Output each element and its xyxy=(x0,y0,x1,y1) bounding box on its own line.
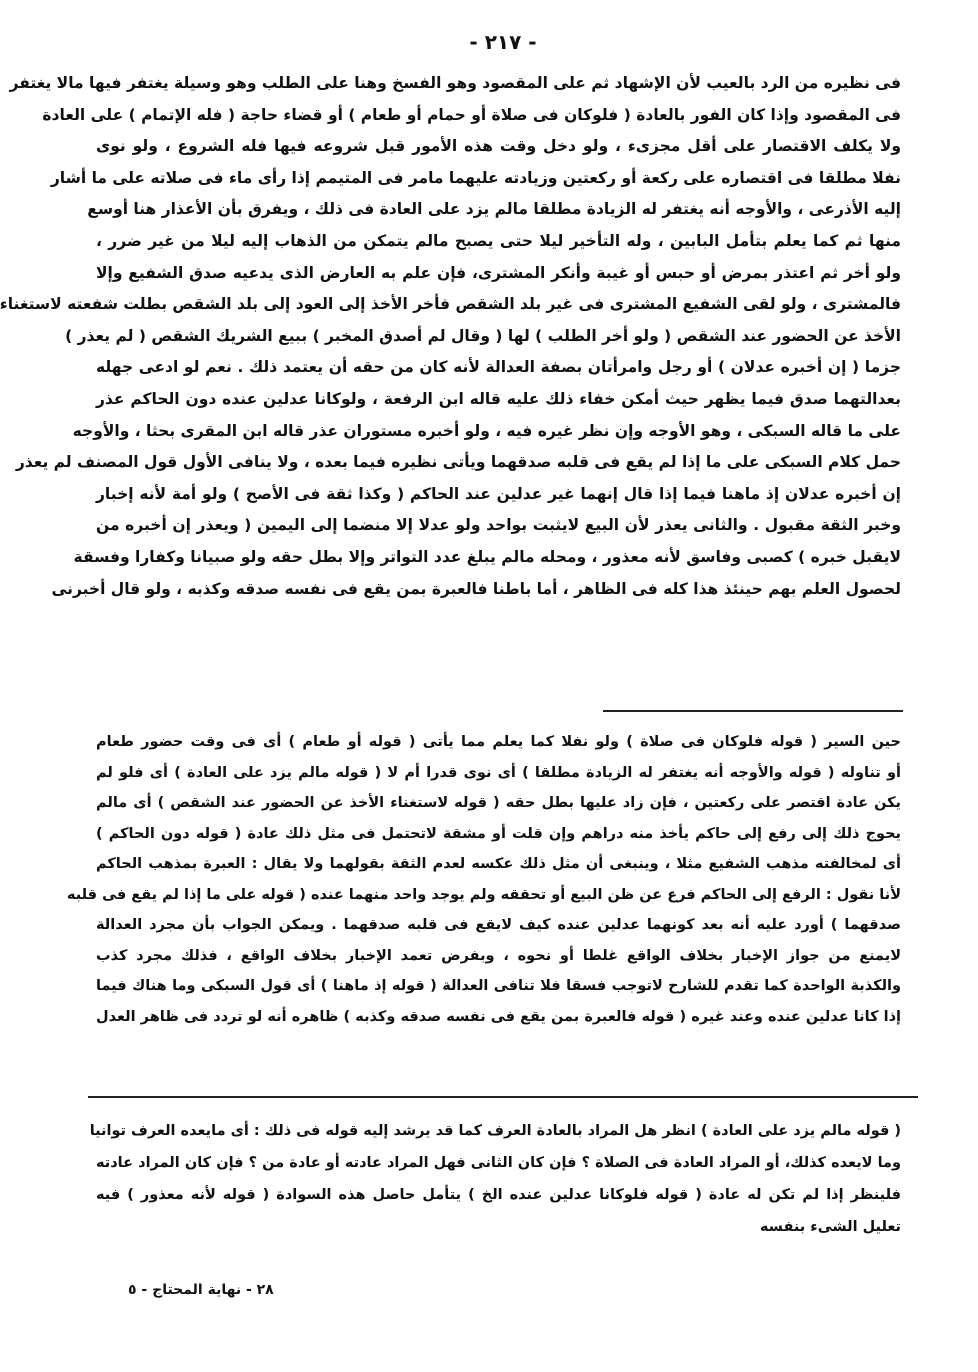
main-line: إن أخبره عدلان إذ ماهنا فيما إذا قال إنهما غير عدلين عند الحاكم ( وكذا ثقة فى الأصح ) ولو أمة لأنه إخبار xyxy=(96,484,901,503)
section-divider xyxy=(603,710,903,712)
main-line: منها ثم كما يعلم بتأمل البابين ، وله التأخير ليلا حتى يصبح مالم يتمكن من الذهاب إليه ليلا من غير ضرر ، xyxy=(96,231,901,250)
footnote-line: فلينظر إذا لم تكن له عادة ( قوله فلوكانا عدلين عنده الخ ) يتأمل حاصل هذه السوادة ( قوله لأنه معذور ) فيه xyxy=(96,1187,901,1203)
main-line: فى نظيره من الرد بالعيب لأن الإشهاد ثم على المقصود وهو الفسخ وهنا على الطلب وهو وسيلة يغتفر فيها مالا يغتفر xyxy=(9,74,901,92)
commentary-line: لايمنع من جواز الإخبار بخلاف الواقع غلطا أو نحوه ، وبفرض تعمد الإخبار بخلاف الواقع ، فذلك مجرد كذب xyxy=(96,947,901,964)
commentary-line: أى لمخالفته مذهب الشفيع مثلا ، وينبغى أن مثل ذلك عكسه لعدم الثقة بقولهما ولا يقال : العبرة بمذهب الحاكم xyxy=(96,856,901,872)
main-line: فى المقصود وإذا كان الفور بالعادة ( فلوكان فى صلاة أو حمام أو طعام ) أو قضاء حاجة ( فله الإتمام ) على العادة xyxy=(42,105,901,124)
main-line: وخبر الثقة مقبول . والثانى يعذر لأن البيع لايثبت بواحد ولو عدلا إلا منضما إلى اليمين ( ويعذر إن أخبره من xyxy=(96,516,901,535)
main-line: لحصول العلم بهم حينئذ هذا كله فى الظاهر ، أما باطنا فالعبرة بمن يقع فى نفسه صدقه وكذبه ، ولو قال أخبرنى xyxy=(51,579,901,598)
commentary-line: أو تناوله ( قوله والأوجه أنه يغتفر له الزيادة مطلقا ) أى نوى قدرا أم لا ( قوله مالم يزد على العادة ) أى فلو لم xyxy=(96,764,901,781)
main-text xyxy=(0,68,901,605)
commentary-line: حين السير ( قوله فلوكان فى صلاة ) ولو نفلا كما يعلم مما يأتى ( قوله أو طعام ) أى فى وقت حضور طعام xyxy=(96,734,901,750)
main-line: لايقبل خبره ) كصبى وفاسق لأنه معذور ، ومحله مالم يبلغ عدد التواتر وإلا بطل حقه ولو صبيانا وكفارا وفسقة xyxy=(73,547,901,566)
commentary-line: يحوج ذلك إلى رفع إلى حاكم يأخذ منه دراهم وإن قلت أو مشقة لاتحتمل فى مثل ذلك عادة ( قوله دون الحاكم ) xyxy=(96,825,901,842)
footnote-divider xyxy=(88,1096,918,1098)
commentary-text xyxy=(66,727,901,1032)
commentary-line: صدقهما ) أورد عليه أنه بعد كونهما عدلين عنده كيف لايقع فى قلبه صدقهما . ويمكن الجواب بأن مجرد العدالة xyxy=(96,917,901,933)
main-line: فالمشترى ، ولو لقى الشفيع المشترى فى غير بلد الشقص فأخر الأخذ إلى العود إلى بلد الشقص بطلت شفعته لاستغناء xyxy=(0,295,901,314)
footnote-line: وما لايعده كذلك، أو المراد العادة فى الصلاة ؟ فإن كان الثانى فهل المراد عادته أو عادة من ؟ فإن كان المراد عادته xyxy=(96,1155,901,1171)
main-line: جزما ( إن أخبره عدلان ) أو رجل وامرأتان بصفة العدالة لأنه كان من حقه أن يعتمد ذلك . نعم لو ادعى جهله xyxy=(96,358,901,377)
main-line: ولا يكلف الاقتصار على أقل مجزىء ، ولو دخل وقت هذه الأمور قبل شروعه فيها فله الشروع ، ولو نوى xyxy=(96,137,901,156)
main-line: حمل كلام السبكى على ما إذا لم يقع فى قلبه صدقهما ويأتى نظيره فيما بعده ، ولا ينافى الأول قول المصنف لم يعذر xyxy=(15,453,901,472)
main-line: بعدالتهما صدق فيما يظهر حيث أمكن خفاء ذلك عليه قاله ابن الرفعة ، ولوكانا عدلين عنده دون الحاكم عذر xyxy=(96,389,901,408)
page-signature: ٢٨ - نهاية المحتاج - ٥ xyxy=(128,1282,274,1298)
footnote-line: ( قوله مالم يزد على العادة ) انظر هل المراد بالعادة العرف كما قد يرشد إليه قوله فى ذلك : أى مايعده العرف توانيا xyxy=(89,1123,901,1139)
main-line: نفلا مطلقا فى اقتصاره على ركعة أو ركعتين وزيادته عليهما مامر فى المتيمم إذا رأى ماء فى صلاته على ما أشار xyxy=(50,168,901,187)
commentary-line: والكذبة الواحدة كما تقدم للشارح لاتوجب فسقا فلا تنافى العدالة ( قوله إذ ماهنا ) أى قول السبكى وما هناك فيما xyxy=(96,978,901,994)
footnote-line: تعليل الشىء بنفسه xyxy=(759,1219,901,1235)
main-line: ولو أخر ثم اعتذر بمرض أو حبس أو غيبة وأنكر المشترى، فإن علم به العارض الذى يدعيه صدق الشفيع وإلا xyxy=(96,263,901,282)
commentary-line: يكن عادة اقتصر على ركعتين ، فإن زاد عليها بطل حقه ( قوله لاستغناء الأخذ عن الحضور عند الشقص ) أى مالم xyxy=(96,795,901,811)
main-line: على ما قاله السبكى ، وهو الأوجه وإن نظر غيره فيه ، ولو أخبره مستوران عذر قاله ابن المقرى بحثا ، والأوجه xyxy=(72,421,901,440)
main-line: إليه الأذرعى ، والأوجه أنه يغتفر له الزيادة مطلقا مالم يزد على العادة فى ذلك ، ويفرق بأن الأعذار هنا أوسع xyxy=(87,200,901,219)
footnote-text xyxy=(89,1115,901,1243)
commentary-line: إذا كانا عدلين عنده وعند غيره ( قوله فالعبرة بمن يقع فى نفسه صدقه وكذبه ) ظاهره أنه لو تردد فى ظاهر العدل xyxy=(96,1008,901,1025)
main-line: الأخذ عن الحضور عند الشقص ( ولو أخر الطلب ) لها ( وقال لم أصدق المخبر ) ببيع الشريك الشقص ( لم يعذر ) xyxy=(65,326,901,345)
page-number: - ٢١٧ - xyxy=(469,30,537,54)
commentary-line: لأنا نقول : الرفع إلى الحاكم فرع عن ظن البيع أو تحققه ولم يوجد واحد منهما عنده ( قوله على ما إذا لم يقع فى قلبه xyxy=(66,886,901,903)
